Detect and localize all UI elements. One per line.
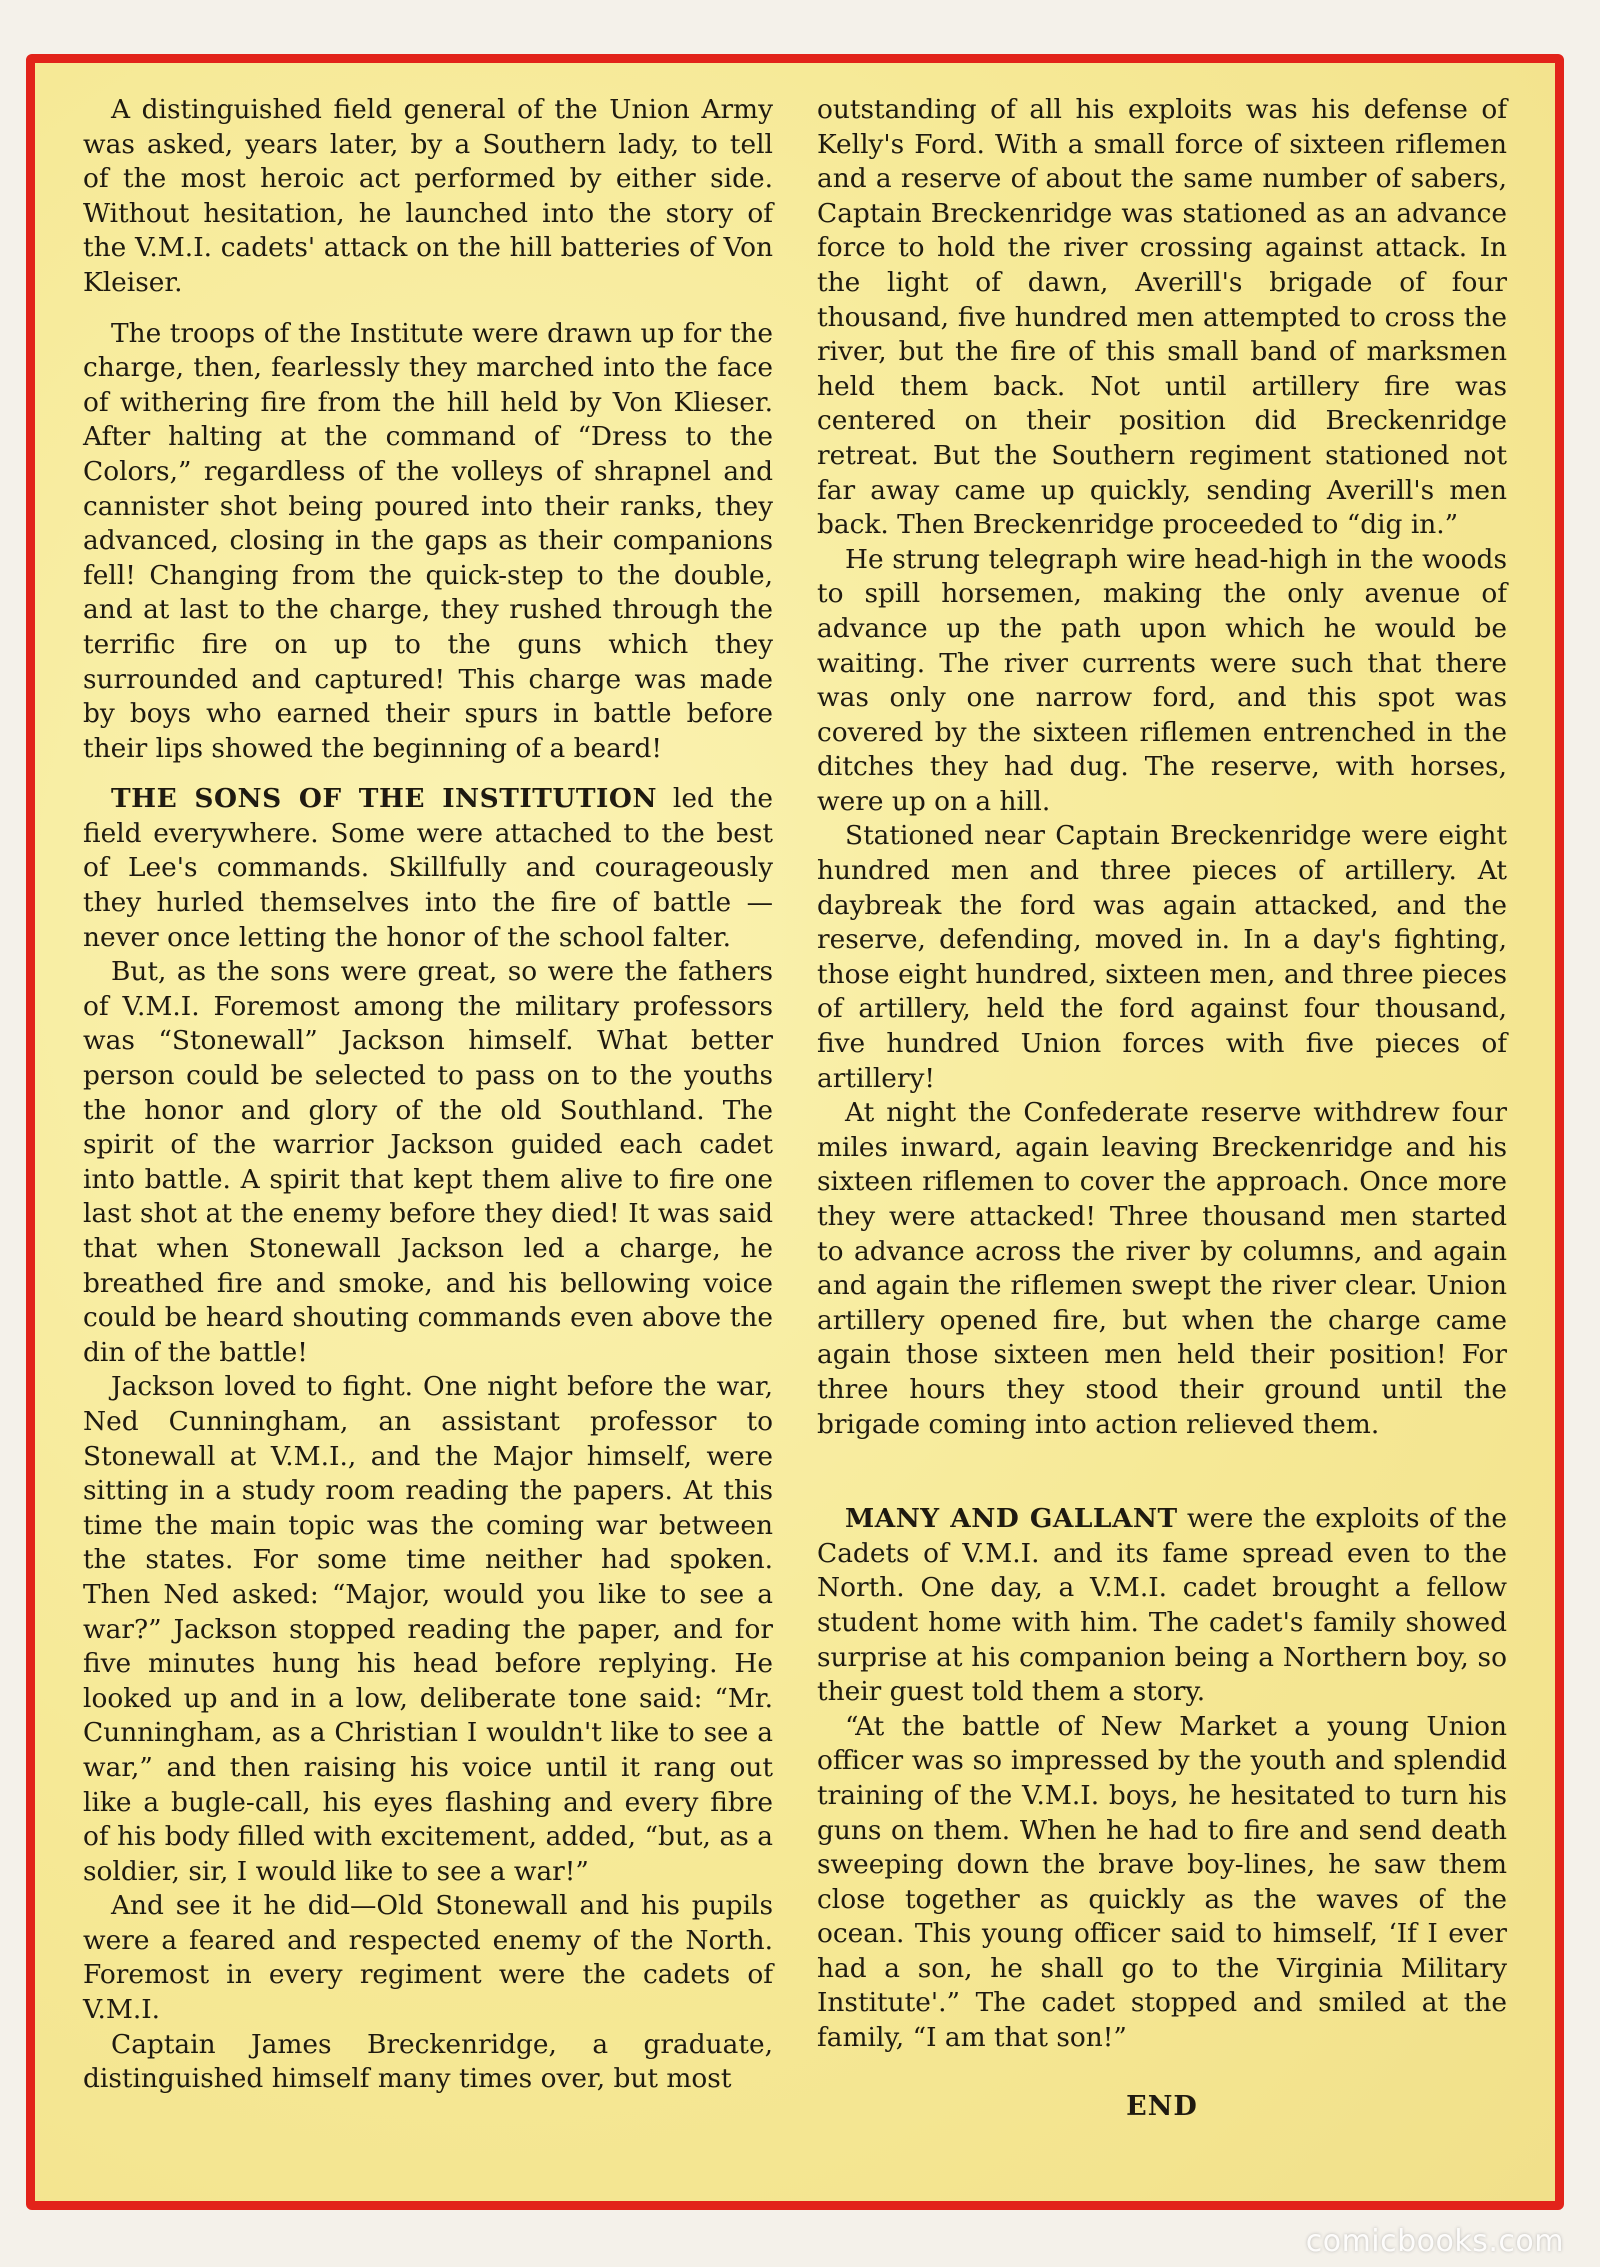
paragraph-2: The troops of the Institute were drawn up for the charge, then, fearlessly they marched into the face of withering fire from the hill held by Von Klieser. After halting at the command of “Dress to the Colors,” regardless of the volleys of shrapnel and cannister shot being poured into their ranks, they advanced, closing in the gaps as their companions fell! Changing from the quick-step to the double, and at last to the charge, they rushed through the terrific fire on up to the guns which they surrounded and captured! This charge was made by boys who earned their spurs in battle before their lips showed the beginning of a beard!: [83, 317, 773, 764]
section-lead: THE SONS OF THE INSTITUTION: [111, 783, 657, 815]
section-lead: MANY AND GALLANT: [845, 1503, 1178, 1535]
watermark: comicbooks.com: [1305, 2224, 1564, 2259]
paragraph-6: And see it he did—Old Stonewall and his pupils were a feared and respected enemy of the North. Foremost in every regiment were the cadets of V.M.I.: [83, 1890, 773, 2026]
left-text-column: [83, 93, 773, 2097]
paragraph-10: Stationed near Captain Breckenridge were eight hundred men and three pieces of artillery. At daybreak the ford was again attacked, and the reserve, defending, moved in. In a day's fighting, those eight hundred, sixteen men, and three pieces of artillery, held the ford against four thousand, five hundred Union forces with five pieces of artillery!: [817, 820, 1507, 1094]
paragraph-3-body: led the field everywhere. Some were attached to the best of Lee's commands. Skillfully and courageously they hurled themselves into the fire of battle — never once letting the honor of the school falter.: [83, 783, 774, 953]
end-label: END: [1126, 2090, 1198, 2122]
paragraph-5: Jackson loved to fight. One night before the war, Ned Cunningham, an assistant professor to Stonewall at V.M.I., and the Major himself, were sitting in a study room reading the papers. At this time the main topic was the coming war between the states. For some time neither had spoken. Then Ned asked: “Major, would you like to see a war?” Jackson stopped reading the paper, and for five minutes hung his head before replying. He looked up and in a low, deliberate tone said: “Mr. Cunningham, as a Christian I wouldn't like to see a war,” and then raising his voice until it rang out like a bugle-call, his eyes flashing and every fibre of his body filled with excitement, added, “but, as a soldier, sir, I would like to see a war!”: [83, 1371, 773, 1887]
page-frame: [26, 54, 1564, 2210]
paragraph-4: But, as the sons were great, so were the fathers of V.M.I. Foremost among the military professors was “Stonewall” Jackson himself. What better person could be selected to pass on to the youths the honor and glory of the old Southland. The spirit of the warrior Jackson guided each cadet into battle. A spirit that kept them alive to fire one last shot at the enemy before they died! It was said that when Stonewall Jackson led a charge, he breathed fire and smoke, and his bellowing voice could be heard shouting commands even above the din of the battle!: [83, 956, 773, 1368]
paragraph-12-body: were the exploits of the Cadets of V.M.I. and its fame spread even to the North. One day, a V.M.I. cadet brought a fellow student home with him. The cadet's family showed surprise at his companion being a Northern boy, so their guest told them a story.: [817, 1503, 1508, 1708]
paragraph-12: [817, 1502, 1507, 1710]
paragraph-8: outstanding of all his exploits was his defense of Kelly's Ford. With a small force of sixteen riflemen and a reserve of about the same number of sabers, Captain Breckenridge was stationed as an advance force to hold the river crossing against attack. In the light of dawn, Averill's brigade of four thousand, five hundred men attempted to cross the river, but the fire of this small band of marksmen held them back. Not until artillery fire was centered on their position did Breckenridge retreat. But the Southern regiment stationed not far away came up quickly, sending Averill's men back. Then Breckenridge proceeded to “dig in.”: [817, 94, 1507, 541]
paragraph-7: Captain James Breckenridge, a graduate, distinguished himself many times over, but most: [83, 2028, 773, 2095]
paragraph-1: A distinguished field general of the Union Army was asked, years later, by a Southern lady, to tell of the most heroic act performed by either side. Without hesitation, he launched into the story of the V.M.I. cadets' attack on the hill batteries of Von Kleiser.: [83, 94, 773, 298]
paragraph-11: At night the Confederate reserve withdrew four miles inward, again leaving Breckenridge and his sixteen riflemen to cover the approach. Once more they were attacked! Three thousand men started to advance across the river by columns, and again and again the riflemen swept the river clear. Union artillery opened fire, but when the charge came again those sixteen men held their position! For three hours they stood their ground until the brigade coming into action relieved them.: [817, 1097, 1507, 1440]
paragraph-13: “At the battle of New Market a young Union officer was so impressed by the youth and splendid training of the V.M.I. boys, he hesitated to turn his guns on them. When he had to fire and send death sweeping down the brave boy-lines, he saw them close together as quickly as the waves of the ocean. This young officer said to himself, ‘If I ever had a son, he shall go to the Virginia Military Institute'.” The cadet stopped and smiled at the family, “I am that son!”: [817, 1710, 1507, 2054]
right-text-column: [817, 93, 1507, 2124]
paragraph-3: [83, 782, 773, 955]
paragraph-9: He strung telegraph wire head-high in the woods to spill horsemen, making the only avenue of advance up the path upon which he would be waiting. The river currents were such that there was only one narrow ford, and this spot was covered by the sixteen riflemen entrenched in the ditches they had dug. The reserve, with horses, were up on a hill.: [817, 543, 1507, 817]
